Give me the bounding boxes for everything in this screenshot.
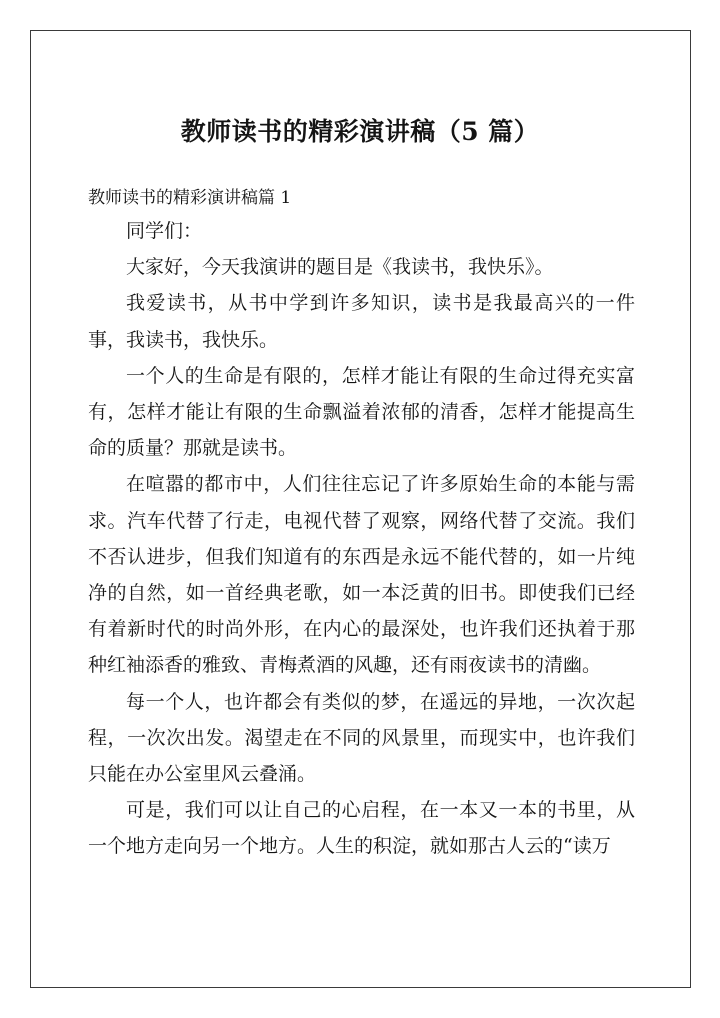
paragraph: 可是，我们可以让自己的心启程，在一本又一本的书里，从一个地方走向另一个地方。人生的积淀，就如那古人云的“读万 <box>88 799 635 858</box>
paragraph: 一个人的生命是有限的，怎样才能让有限的生命过得充实富有，怎样才能让有限的生命飘溢着浓郁的清香，怎样才能提高生命的质量？那就是读书。 <box>88 364 635 460</box>
paragraph: 同学们： <box>126 220 203 242</box>
document-body <box>88 213 635 865</box>
document-subtitle: 教师读书的精彩演讲稿篇 1 <box>88 188 292 208</box>
paragraph: 每一个人，也许都会有类似的梦，在遥远的异地，一次次起程，一次次出发。渴望走在不同的风景里，而现实中，也许我们只能在办公室里风云叠涌。 <box>88 690 635 786</box>
paragraph: 大家好，今天我演讲的题目是《我读书，我快乐》。 <box>126 256 554 279</box>
paragraph: 我爱读书，从书中学到许多知识，读书是我最高兴的一件事，我读书，我快乐。 <box>88 292 635 351</box>
paragraph: 在喧嚣的都市中，人们往往忘记了许多原始生命的本能与需求。汽车代替了行走，电视代替了观察，网络代替了交流。我们不否认进步，但我们知道有的东西是永远不能代替的，如一片纯净的自然，如一首经典老歌，如一本泛黄的旧书。即使我们已经有着新时代的时尚外形，在内心的最深处，也许我们还执着于那种红袖添香的雅致、青梅煮酒的风趣，还有雨夜读书的清幽。 <box>88 473 635 677</box>
document-title: 教师读书的精彩演讲稿（5 篇） <box>180 117 540 146</box>
